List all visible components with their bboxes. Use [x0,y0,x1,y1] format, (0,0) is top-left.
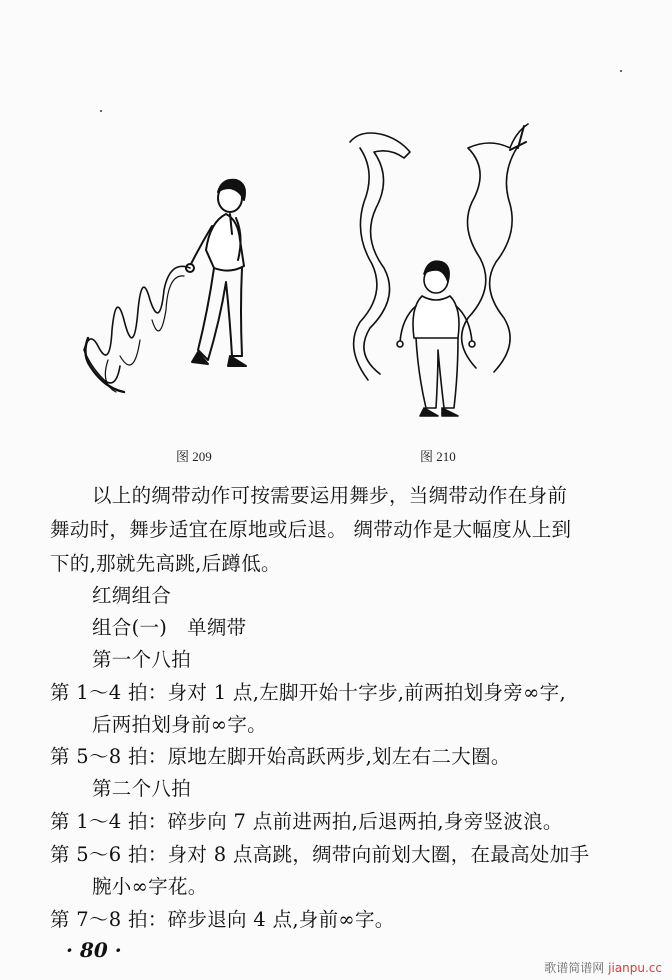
bar-group-heading: 第二个八拍 [92,777,192,800]
step-line: 第 5～6 拍：身对 8 点高跳，绸带向前划大圈，在最高处加手 [50,843,590,866]
step-line: 第 7～8 拍：碎步退向 4 点,身前∞字。 [50,908,395,931]
step-line: 第 5～8 拍：原地左脚开始高跃两步,划左右二大圈。 [50,745,511,768]
step-line: 第 1～4 拍：身对 1 点,左脚开始十字步,前两拍划身旁∞字, [50,681,566,704]
print-speck [100,110,102,112]
watermark-text: 歌谱简谱网 [544,961,605,975]
watermark-site: jianpu.cc [608,961,662,975]
figure-209-caption: 图 209 [176,449,212,464]
step-line: 第 1～4 拍：碎步向 7 点前进两拍,后退两拍,身旁竖波浪。 [50,810,563,833]
section-heading: 红绸组合 [92,584,172,607]
step-line: 腕小∞字花。 [92,875,208,898]
subsection-heading: 组合(一) 单绸带 [92,616,247,639]
step-line: 后两拍划身前∞字。 [92,713,267,736]
figure-210-illustration [340,118,540,418]
paragraph-line: 以上的绸带动作可按需要运用舞步，当绸带动作在身前 [92,484,568,507]
paragraph-line: 舞动时，舞步适宜在原地或后退。 绸带动作是大幅度从上到 [50,518,572,541]
figure-210-caption: 图 210 [420,449,456,464]
page-number: · 80 · [66,938,122,962]
paragraph-line: 下的,那就先高跳,后蹲低。 [50,552,281,575]
print-speck [620,70,622,72]
bar-group-heading: 第一个八拍 [92,648,192,671]
watermark [544,959,662,976]
figure-209-illustration [80,170,280,420]
